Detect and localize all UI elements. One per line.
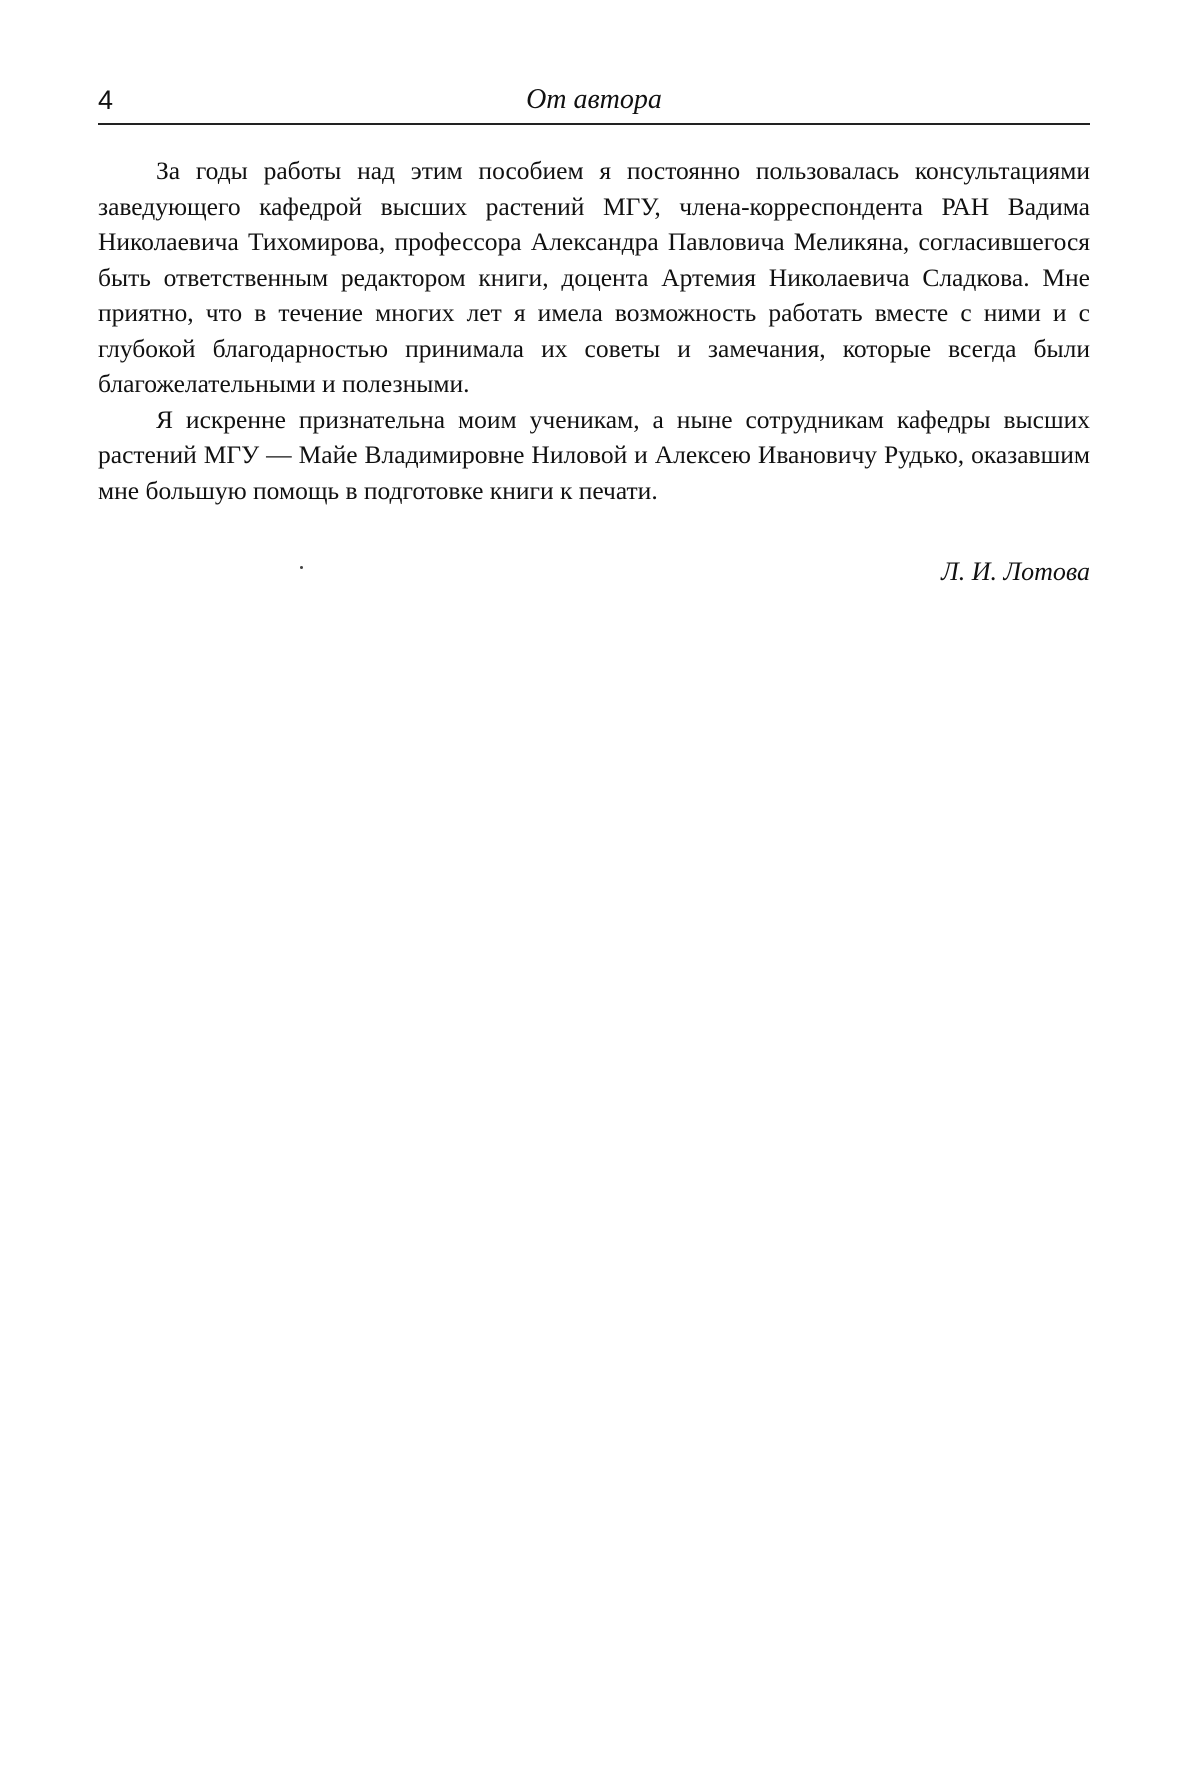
header-rule (98, 123, 1090, 125)
running-head (98, 84, 1090, 124)
page-number: 4 (98, 85, 114, 115)
body-text (98, 153, 1090, 508)
author-signature: Л. И. Лотова (941, 557, 1090, 586)
paragraph-1: За годы работы над этим пособием я постоянно пользовалась консультациями заведующего кафедрой высших растений МГУ, члена-корреспондента РАН Вадима Николаевича Тихомирова, профессора Александра Павловича Меликяна, согласившегося быть ответственным редактором книги, доцента Артемия Николаевича Сладкова. Мне приятно, что в течение многих лет я имела возможность работать вместе с ними и с глубокой благодарностью принимала их советы и замечания, которые всегда были благожелательными и полезными. (98, 156, 1090, 398)
scan-speck (300, 566, 303, 569)
running-title: От автора (526, 84, 662, 115)
paragraph-2: Я искренне признательна моим ученикам, а ныне сотрудникам кафедры высших растений МГУ — Майе Владимировне Ниловой и Алексею Ивановичу Рудько, оказавшим мне большую помощь в подготовке книги к печати. (98, 404, 1090, 505)
